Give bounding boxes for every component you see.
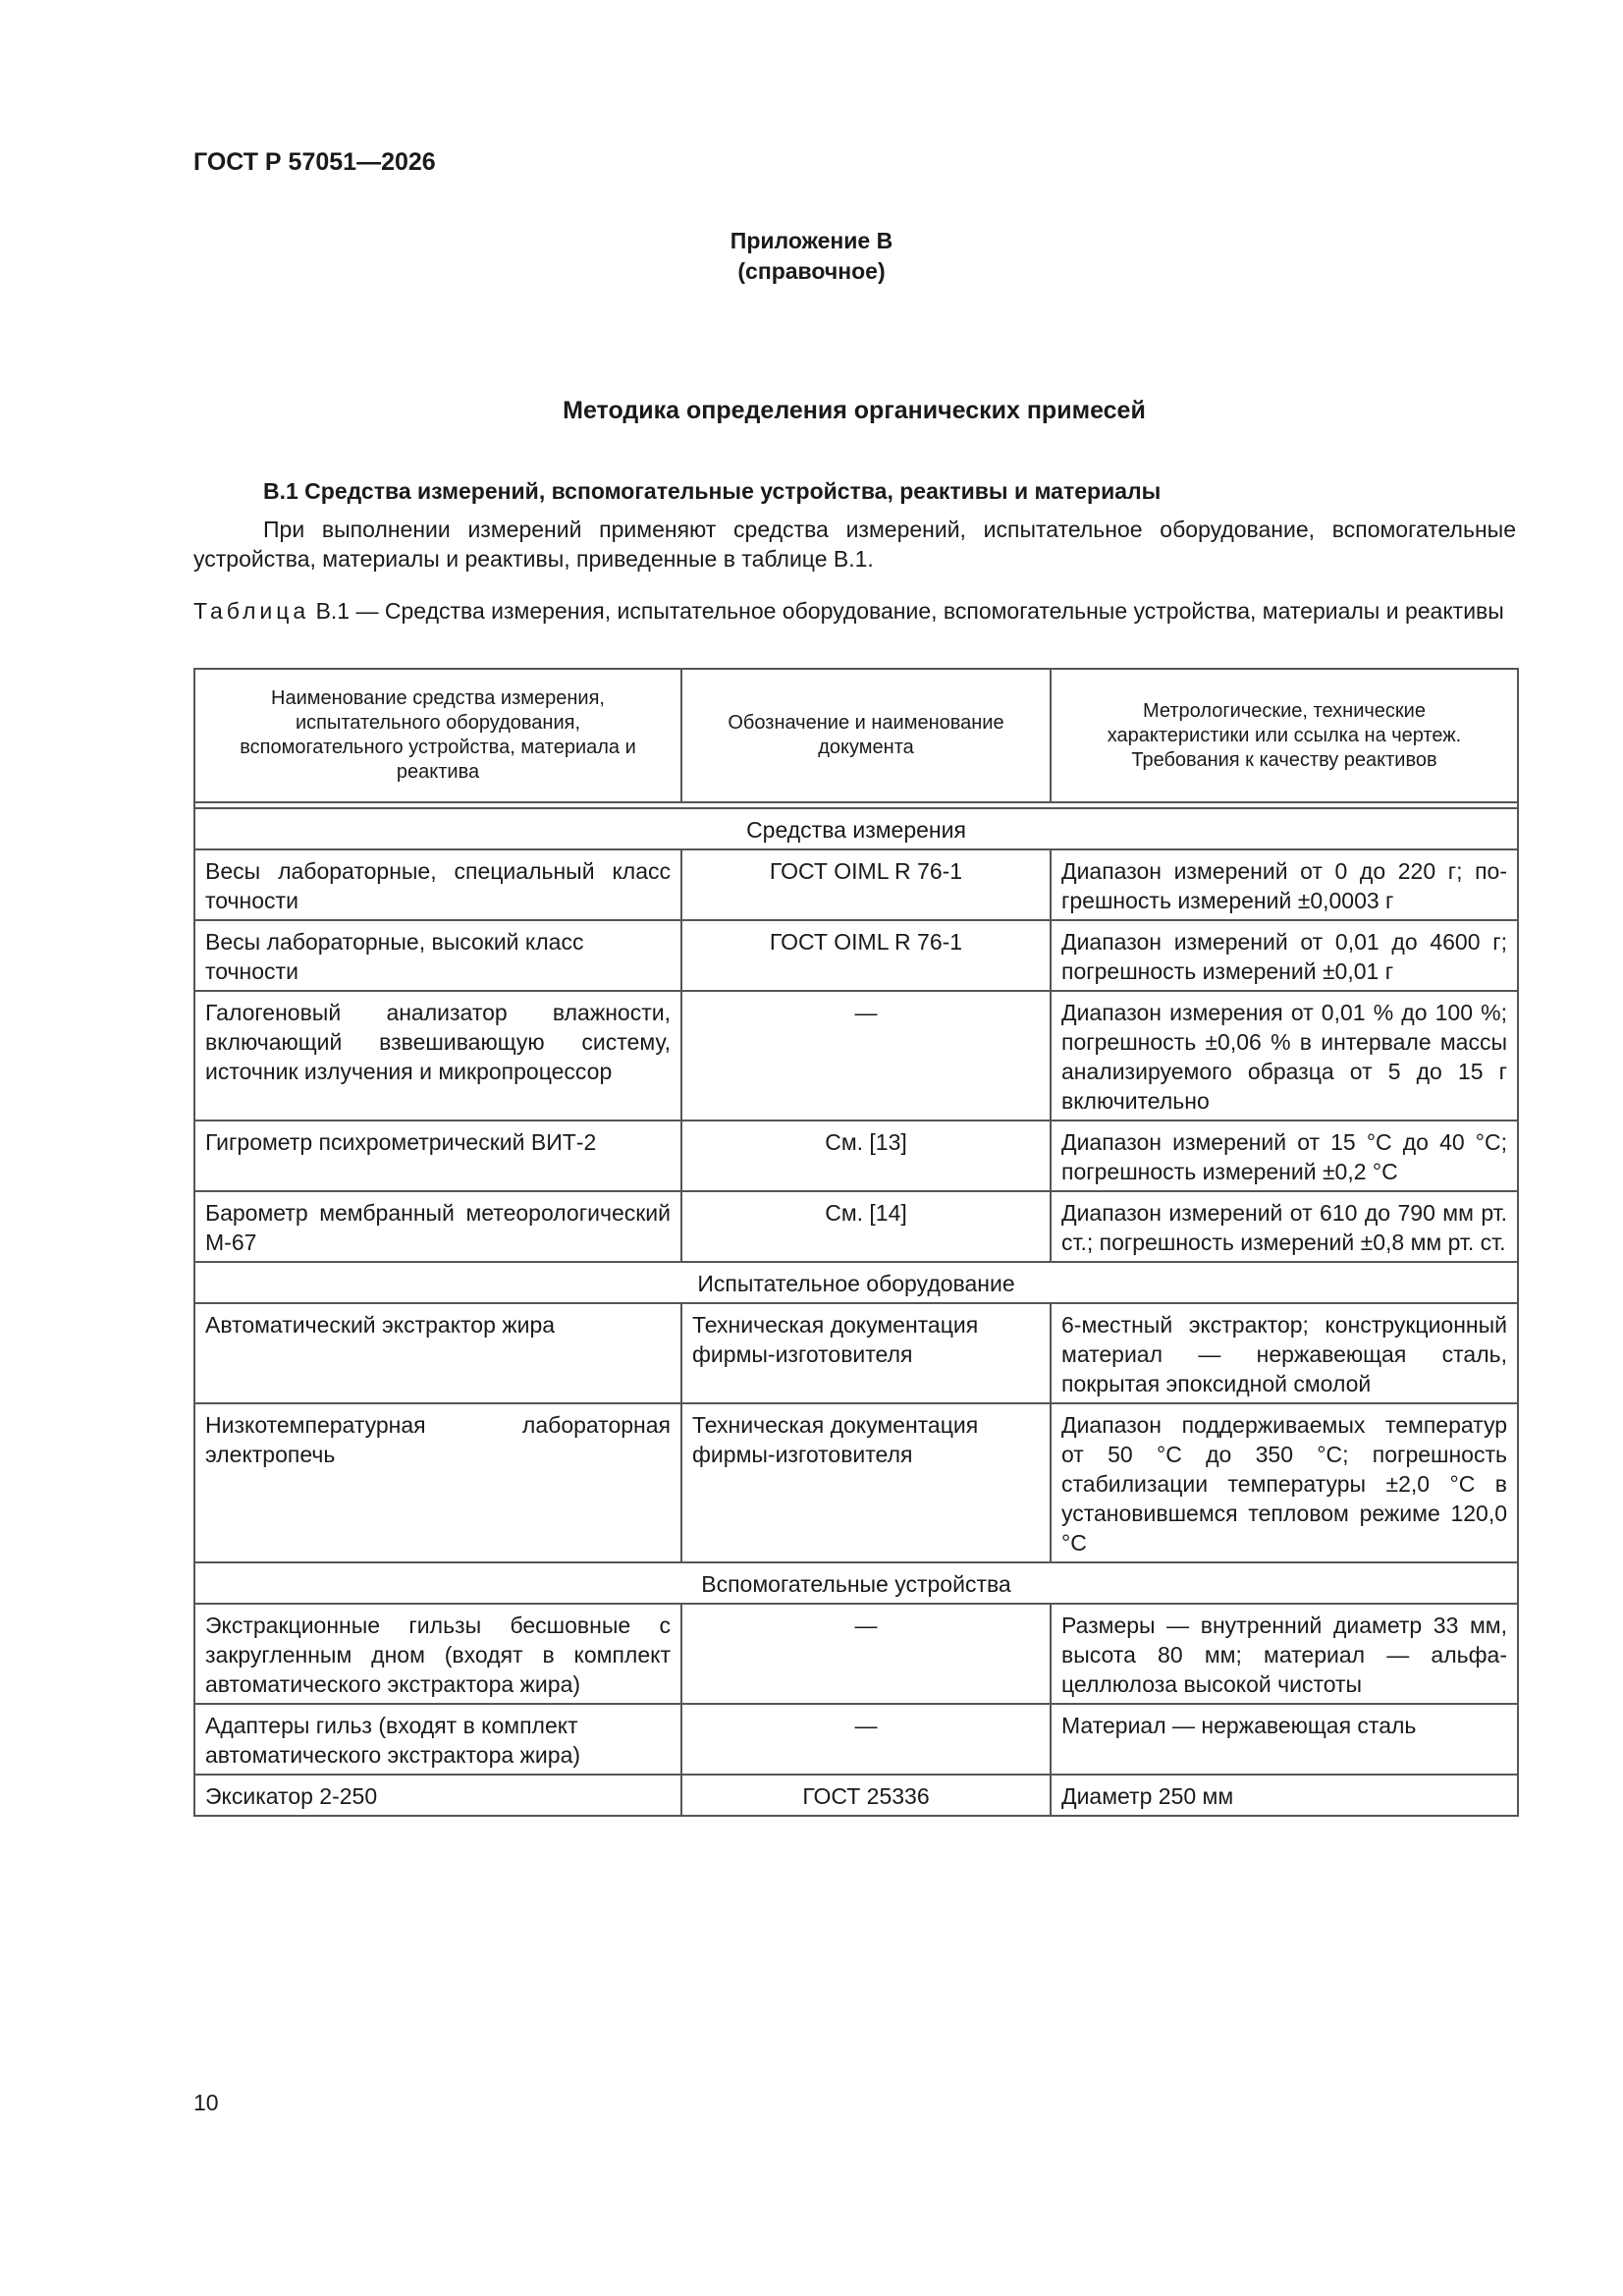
section-row — [194, 1562, 1518, 1604]
table-caption-text: В.1 — Средства измерения, испытательное оборудование, вспомогательные устройства, материалы и реактивы — [315, 598, 1504, 624]
cell-doc: Техническая документация фирмы-изготовителя — [681, 1403, 1051, 1562]
cell-name: Галогеновый анализатор влажности, включающий взвешивающую систему, источник излучения и микропроцессор — [194, 991, 681, 1121]
section-title: Средства измерения — [194, 808, 1518, 849]
table-row — [194, 1121, 1518, 1191]
cell-doc: — — [681, 1704, 1051, 1775]
table-row — [194, 1604, 1518, 1704]
cell-spec: Диапазон измерений от 0 до 220 г; погрешность измерений ±0,0003 г — [1051, 849, 1518, 920]
cell-name: Автоматический экстрактор жира — [194, 1303, 681, 1403]
cell-doc: ГОСТ OIML R 76-1 — [681, 849, 1051, 920]
cell-spec: Диапазон измерений от 0,01 до 4600 г; погрешность измерений ±0,01 г — [1051, 920, 1518, 991]
header-document: Обозначение и наименование документа — [681, 669, 1051, 802]
cell-doc: См. [14] — [681, 1191, 1051, 1262]
method-title: Методика определения органических примесей — [563, 397, 1146, 424]
table-header-row — [194, 669, 1518, 802]
section-row — [194, 1262, 1518, 1303]
table-row — [194, 1191, 1518, 1262]
table-row — [194, 1303, 1518, 1403]
section-row — [194, 808, 1518, 849]
cell-name: Низкотемпературная лабораторная электропечь — [194, 1403, 681, 1562]
cell-doc: См. [13] — [681, 1121, 1051, 1191]
page-number: 10 — [193, 2090, 219, 2115]
section-heading: В.1 Средства измерений, вспомогательные устройства, реактивы и материалы — [263, 478, 1162, 504]
cell-spec: Диапазон измерений от 610 до 790 мм рт. ст.; погрешность измерений ±0,8 мм рт. ст. — [1051, 1191, 1518, 1262]
cell-doc: — — [681, 1604, 1051, 1704]
table-row — [194, 1704, 1518, 1775]
table-caption-label: Таблица — [193, 598, 310, 624]
section-title: Испытательное оборудование — [194, 1262, 1518, 1303]
table-row — [194, 991, 1518, 1121]
table-row — [194, 1403, 1518, 1562]
cell-spec: 6-местный экстрактор; конструкционный материал — нержавеющая сталь, покрытая эпоксидной смолой — [1051, 1303, 1518, 1403]
cell-name: Экстракционные гильзы бесшовные с закругленным дном (входят в комплект автоматического экстрактора жира) — [194, 1604, 681, 1704]
cell-spec: Диаметр 250 мм — [1051, 1775, 1518, 1816]
intro-paragraph: При выполнении измерений применяют средства измерений, испытательное оборудование, вспомогательные устройства, материалы и реактивы, приведенные в таблице В.1. — [193, 517, 1516, 572]
cell-spec: Материал — нержавеющая сталь — [1051, 1704, 1518, 1775]
section-title: Вспомогательные устройства — [194, 1562, 1518, 1604]
table-caption — [193, 596, 1516, 626]
annex-subtitle: (справочное) — [737, 258, 886, 284]
table-row — [194, 1775, 1518, 1816]
table-row — [194, 849, 1518, 920]
header-name: Наименование средства измерения, испытательного оборудования, вспомогательного устройства, материала и реактива — [194, 669, 681, 802]
cell-doc: — — [681, 991, 1051, 1121]
cell-name: Барометр мембранный метеорологический М-67 — [194, 1191, 681, 1262]
annex-title: Приложение В — [730, 228, 893, 253]
cell-doc: ГОСТ 25336 — [681, 1775, 1051, 1816]
table-row — [194, 920, 1518, 991]
cell-name: Эксикатор 2-250 — [194, 1775, 681, 1816]
cell-spec: Диапазон измерений от 15 °С до 40 °С; погрешность измерений ±0,2 °С — [1051, 1121, 1518, 1191]
cell-name: Весы лабораторные, высокий класс точности — [194, 920, 681, 991]
cell-spec: Диапазон измерения от 0,01 % до 100 %; погрешность ±0,06 % в интервале массы анализируемого образца от 5 до 15 г включительно — [1051, 991, 1518, 1121]
cell-spec: Диапазон поддерживаемых температур от 50 °С до 350 °С; погрешность стабилизации температуры ±2,0 °С в установившемся тепловом режиме 120,0 °С — [1051, 1403, 1518, 1562]
header-characteristics: Метрологические, технические характеристики или ссылка на чертеж. Требования к качеству реактивов — [1051, 669, 1518, 802]
cell-doc: ГОСТ OIML R 76-1 — [681, 920, 1051, 991]
cell-name: Весы лабораторные, специальный класс точности — [194, 849, 681, 920]
cell-spec: Размеры — внутренний диаметр 33 мм, высота 80 мм; материал — альфа-целлюлоза высокой чистоты — [1051, 1604, 1518, 1704]
document-code: ГОСТ Р 57051—2026 — [193, 148, 436, 176]
equipment-table — [193, 668, 1519, 1817]
cell-doc: Техническая документация фирмы-изготовителя — [681, 1303, 1051, 1403]
cell-name: Гигрометр психрометрический ВИТ-2 — [194, 1121, 681, 1191]
cell-name: Адаптеры гильз (входят в комплект автоматического экстрактора жира) — [194, 1704, 681, 1775]
